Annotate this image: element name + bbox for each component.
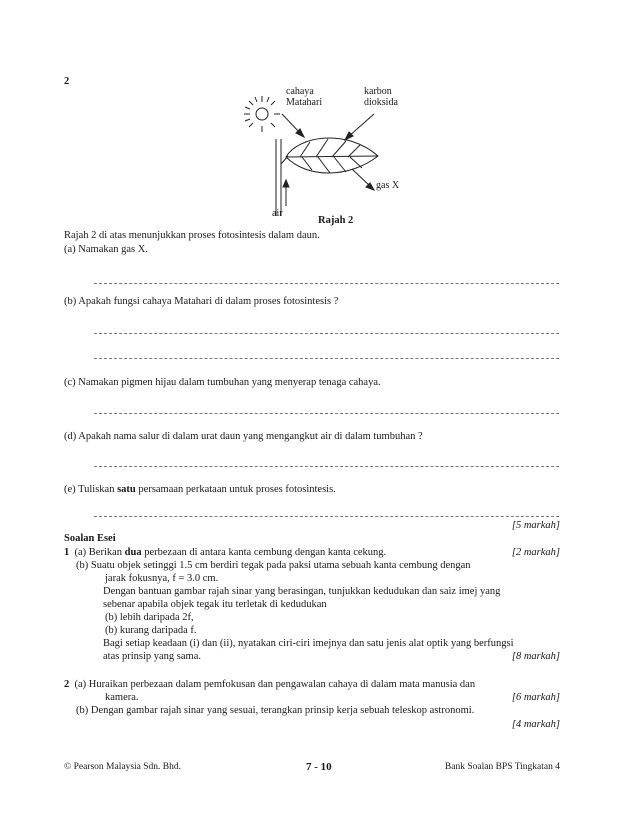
marks-q1b: [8 markah] (511, 651, 560, 662)
essay-q1a-suffix: perbezaan di antara kanta cembung dengan kanta cekung. (141, 547, 387, 558)
footer-book-title: Bank Soalan BPS Tingkatan 4 (444, 762, 560, 772)
essay-q2a-line2: kamera. (105, 692, 139, 703)
label-carbon-dioxide (364, 86, 398, 108)
essay-q1b-line6: atas prinsip yang sama. (103, 651, 201, 662)
essay-q1b-line1: (b) Suatu objek setinggi 1.5 cm berdiri tegak pada paksi utama sebuah kanta cembung dengan (76, 560, 471, 571)
essay-q1-number: 1 (64, 547, 70, 558)
essay-q1a (64, 547, 386, 558)
label-sunlight (286, 86, 322, 108)
label-co2-line2: dioksida (364, 97, 398, 108)
part-e-prefix: (e) Tuliskan (64, 484, 118, 495)
part-b: (b) Apakah fungsi cahaya Matahari di dalam proses fotosintesis ? (64, 296, 339, 307)
part-a: (a) Namakan gas X. (64, 244, 148, 255)
water-arrow-icon (283, 180, 289, 206)
answer-line[interactable] (94, 283, 559, 284)
answer-line[interactable] (94, 358, 559, 359)
essay-q2a-line1 (64, 679, 475, 690)
label-sunlight-line2: Matahari (286, 97, 323, 108)
marks-q2a: [6 markah] (511, 692, 560, 703)
essay-q1b-line3: Dengan bantuan gambar rajah sinar yang berasingan, tunjukkan kedudukan dan saiz imej yang (103, 586, 501, 597)
part-c: (c) Namakan pigmen hijau dalam tumbuhan yang menyerap tenaga cahaya. (64, 377, 381, 388)
essay-heading: Soalan Esei (64, 533, 116, 544)
marks-q2b: [4 markah] (511, 719, 560, 730)
part-e (64, 484, 336, 495)
essay-q1b-line5: Bagi setiap keadaan (i) dan (ii), nyatakan ciri-ciri imejnya dan satu jenis alat optik yang berfungsi (103, 638, 514, 649)
essay-q1b-line2: jarak fokusnya, f = 3.0 cm. (105, 573, 219, 584)
footer-copyright: © Pearson Malaysia Sdn. Bhd. (64, 762, 181, 772)
marks-q2: [5 markah] (511, 520, 560, 531)
label-water: air (272, 208, 283, 219)
photosynthesis-diagram (228, 84, 428, 224)
marks-q1a: [2 markah] (511, 547, 560, 558)
leaf-icon (286, 138, 378, 173)
intro-text: Rajah 2 di atas menunjukkan proses fotosintesis dalam daun. (64, 230, 320, 241)
diagram-illustration (228, 84, 428, 224)
label-sunlight-line1: cahaya (286, 86, 314, 97)
answer-line[interactable] (94, 466, 559, 467)
gas-x-arrow-icon (352, 169, 374, 190)
answer-line[interactable] (94, 413, 559, 414)
co2-arrow-icon (345, 114, 374, 140)
light-arrow-icon (282, 114, 304, 137)
essay-q1a-prefix: (a) Berikan (74, 547, 125, 558)
sun-icon (244, 96, 280, 132)
answer-line[interactable] (94, 516, 559, 517)
question-number: 2 (64, 76, 70, 87)
part-d: (d) Apakah nama salur di dalam urat daun yang mengangkut air di dalam tumbuhan ? (64, 431, 423, 442)
answer-line[interactable] (94, 333, 559, 334)
essay-q1a-bold: dua (124, 547, 142, 558)
figure-caption: Rajah 2 (318, 215, 354, 226)
part-e-suffix: persamaan perkataan untuk proses fotosintesis. (135, 484, 336, 495)
essay-q2-number: 2 (64, 679, 70, 690)
essay-q1b-item-ii: (b) kurang daripada f. (105, 625, 197, 636)
essay-q2b: (b) Dengan gambar rajah sinar yang sesuai, terangkan prinsip kerja sebuah teleskop astronomi. (76, 705, 475, 716)
footer-page-number: 7 - 10 (306, 761, 332, 773)
label-gas-x: gas X (376, 180, 400, 191)
label-co2-line1: karbon (364, 86, 392, 97)
essay-q2a-text: (a) Huraikan perbezaan dalam pemfokusan dan pengawalan cahaya di dalam mata manusia dan (74, 679, 476, 690)
part-e-bold: satu (117, 484, 136, 495)
essay-q1b-item-i: (b) lebih daripada 2f, (105, 612, 194, 623)
essay-q1b-line4: sebenar apabila objek tegak itu terletak di kedudukan (103, 599, 327, 610)
